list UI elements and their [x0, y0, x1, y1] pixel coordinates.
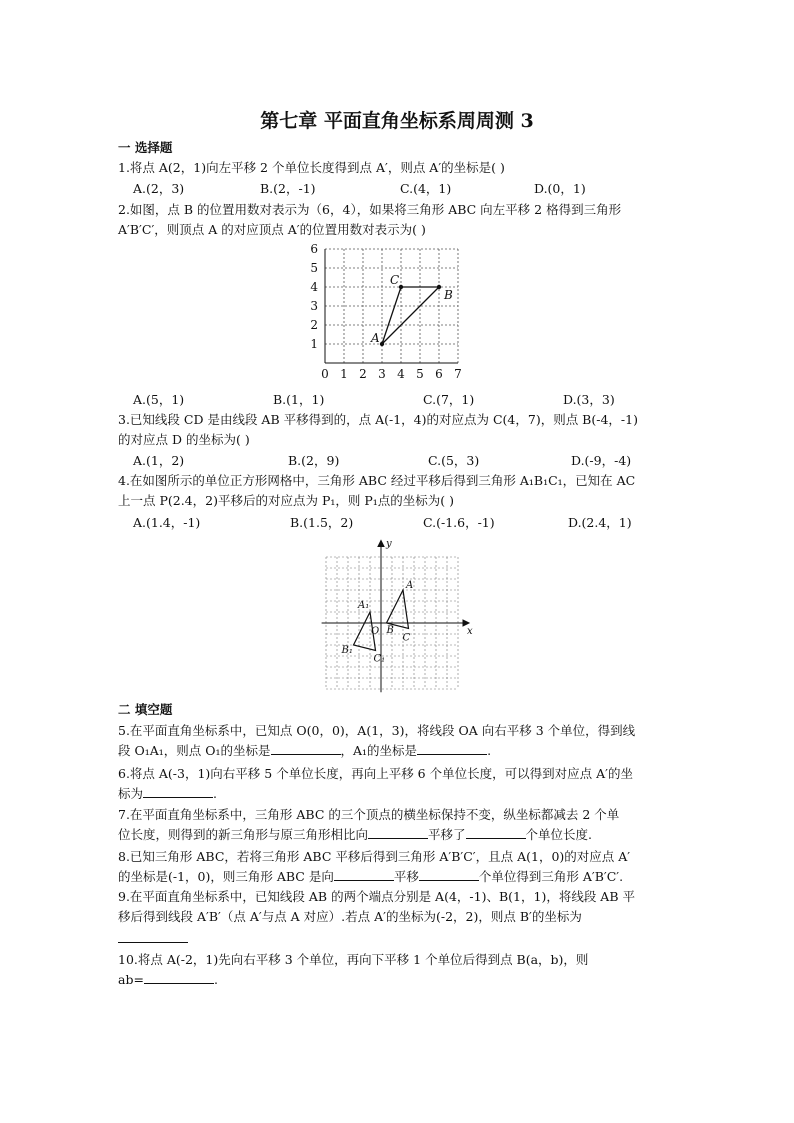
y-tick-label: 5: [310, 261, 318, 275]
option-a: A.(2，3): [133, 181, 185, 196]
option-a: A.(5，1): [133, 392, 185, 407]
question-3-options: [0, 451, 794, 471]
question-7-line-1: 7.在平面直角坐标系中，三角形 ABC 的三个顶点的横坐标保持不变，纵坐标都减去 2 个单: [118, 807, 620, 822]
x-tick-label: 7: [454, 367, 462, 381]
vertex-label: B₁: [341, 645, 353, 656]
answer-blank[interactable]: [271, 741, 341, 755]
question-4-grid-figure: [318, 538, 478, 693]
option-c: C.(-1.6，-1): [423, 515, 495, 530]
option-d: D.(2.4，1): [568, 515, 632, 530]
q7-text-c: 个单位长度.: [525, 827, 593, 842]
triangle-abc: [382, 287, 439, 344]
vertex-point: [399, 285, 403, 289]
q5-text-c: .: [487, 743, 492, 758]
x-tick-label: 2: [359, 367, 367, 381]
question-7-line-2: [118, 825, 678, 845]
vertex-label: C: [390, 273, 400, 287]
vertex-label: B: [386, 625, 394, 636]
vertex-label: C: [402, 632, 411, 644]
option-b: B.(1，1): [273, 392, 325, 407]
q8-text-b: 平移: [393, 869, 419, 884]
vertex-point: [380, 342, 384, 346]
vertex-label: A: [406, 580, 414, 591]
q6-text-a: 标为: [118, 786, 144, 801]
question-2-line-2: A′B′C′，则顶点 A 的对应顶点 A′的位置用数对表示为( ): [118, 222, 426, 237]
option-d: D.(3，3): [563, 392, 615, 407]
question-4-options: [0, 513, 794, 533]
answer-blank[interactable]: [334, 867, 394, 881]
option-c: C.(7，1): [423, 392, 475, 407]
option-b: B.(1.5，2): [290, 515, 354, 530]
section-heading-fill: 二 填空题: [118, 702, 173, 717]
question-3-line-2: 的对应点 D 的坐标为( ): [118, 432, 250, 447]
question-4-line-1: 4.在如图所示的单位正方形网格中，三角形 ABC 经过平移后得到三角形 A₁B₁C₁，已知在 AC: [118, 473, 636, 488]
question-6-line-1: 6.将点 A(-3，1)向右平移 5 个单位长度，再向上平移 6 个单位长度，可以得到对应点 A′的坐: [118, 766, 633, 781]
x-tick-label: 3: [378, 367, 386, 381]
vertex-label: A₁: [358, 600, 370, 611]
y-tick-label: 3: [310, 299, 318, 313]
question-2-options: [0, 390, 794, 410]
option-c: C.(5，3): [428, 453, 480, 468]
answer-blank[interactable]: [368, 825, 428, 839]
triangle-a1b1c1: [354, 612, 376, 651]
q8-text-a: 的坐标是(-1，0)，则三角形 ABC 是向: [118, 869, 334, 884]
x-tick-label: 5: [416, 367, 424, 381]
question-4-line-2: 上一点 P(2.4，2)平移后的对应点为 P₁，则 P₁点的坐标为( ): [118, 493, 454, 508]
vertex-label: B: [444, 288, 453, 302]
question-9-line-2: 移后得到线段 A′B′（点 A′与点 A 对应）.若点 A′的坐标为(-2，2)，则点 B′的坐标为: [118, 909, 582, 924]
option-b: B.(2，9): [288, 453, 340, 468]
q7-text-a: 位长度，则得到的新三角形与原三角形相比向: [118, 827, 369, 842]
question-10-line-2: [118, 970, 678, 990]
question-5-line-1: 5.在平面直角坐标系中，已知点 O(0，0)，A(1，3)，将线段 OA 向右平移 3 个单位，得到线: [118, 723, 636, 738]
question-2-grid-figure: [300, 240, 490, 385]
answer-blank[interactable]: [143, 784, 213, 798]
q5-text-b: ，A₁的坐标是: [340, 743, 418, 758]
x-tick-label: 1: [340, 367, 348, 381]
question-10-line-1: 10.将点 A(-2，1)先向右平移 3 个单位，再向下平移 1 个单位后得到点 B(a，b)，则: [118, 952, 589, 967]
vertex-label: A: [371, 331, 380, 345]
x-tick-label: 4: [397, 367, 405, 381]
q10-text-a: ab=: [118, 972, 144, 987]
question-1: 1.将点 A(2，1)向左平移 2 个单位长度得到点 A′，则点 A′的坐标是( ): [118, 160, 505, 175]
q6-text-b: .: [213, 786, 217, 801]
option-b: B.(2，-1): [260, 181, 316, 196]
y-axis-label: y: [386, 538, 392, 550]
question-8-line-1: 8.已知三角形 ABC，若将三角形 ABC 平移后得到三角形 A′B′C′，且点 A(1，0)的对应点 A′: [118, 849, 631, 864]
question-5-line-2: [118, 741, 678, 761]
answer-blank[interactable]: [118, 929, 188, 943]
answer-blank[interactable]: [419, 867, 479, 881]
section-heading-choice: 一 选择题: [118, 140, 173, 155]
question-9-line-3: [118, 929, 678, 949]
origin-label: O: [371, 626, 380, 637]
page-title: 第七章 平面直角坐标系周周测 3: [260, 110, 534, 132]
answer-blank[interactable]: [417, 741, 487, 755]
question-1-options: [0, 179, 794, 199]
option-a: A.(1，2): [133, 453, 185, 468]
option-c: C.(4，1): [400, 181, 452, 196]
option-a: A.(1.4，-1): [133, 515, 201, 530]
question-9-line-1: 9.在平面直角坐标系中，已知线段 AB 的两个端点分别是 A(4，-1)、B(1，1)，将线段 AB 平: [118, 889, 635, 904]
option-d: D.(0，1): [534, 181, 586, 196]
question-3-line-1: 3.已知线段 CD 是由线段 AB 平移得到的，点 A(-1，4)的对应点为 C(4，7)，则点 B(-4，-1): [118, 412, 638, 427]
q8-text-c: 个单位得到三角形 A′B′C′.: [478, 869, 624, 884]
vertex-point: [437, 285, 441, 289]
y-tick-label: 4: [310, 280, 318, 294]
option-d: D.(-9，-4): [571, 453, 632, 468]
y-tick-label: 2: [310, 318, 318, 332]
x-tick-label: 0: [321, 367, 329, 381]
x-axis-label: x: [467, 626, 473, 637]
answer-blank[interactable]: [144, 970, 214, 984]
question-2-line-1: 2.如图，点 B 的位置用数对表示为（6，4），如果将三角形 ABC 向左平移 2 格得到三角形: [118, 202, 622, 217]
q5-text-a: 段 O₁A₁，则点 O₁的坐标是: [118, 743, 271, 758]
answer-blank[interactable]: [466, 825, 526, 839]
y-tick-label: 6: [310, 242, 318, 256]
x-tick-label: 6: [435, 367, 443, 381]
y-axis-arrow: [378, 541, 384, 547]
vertex-label: C₁: [373, 653, 386, 665]
y-tick-label: 1: [310, 337, 318, 351]
q7-text-b: 平移了: [428, 827, 466, 842]
question-8-line-2: [118, 867, 678, 887]
question-6-line-2: [118, 784, 678, 804]
q10-text-b: .: [213, 972, 218, 987]
